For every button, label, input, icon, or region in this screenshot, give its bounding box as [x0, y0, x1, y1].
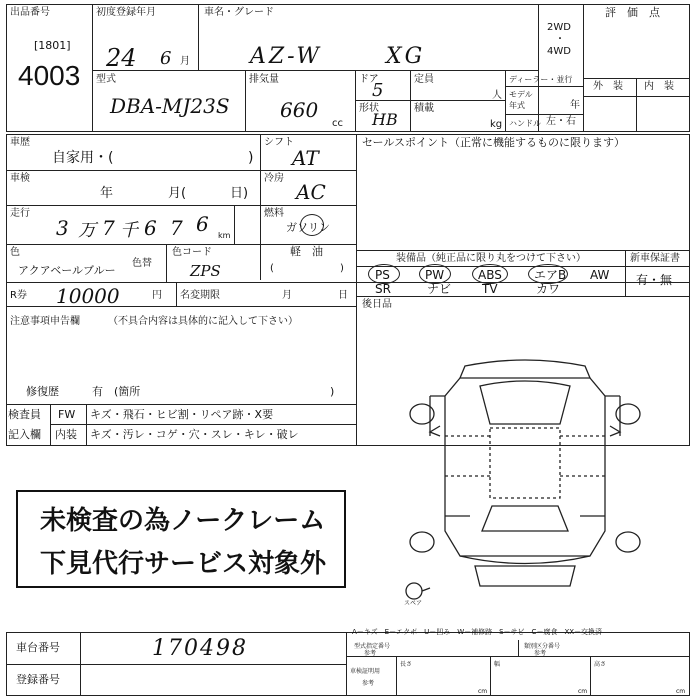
class-label: 類別区分番号 [524, 643, 561, 650]
equip-abs: ABS [478, 268, 502, 282]
lot-label: 出品番号 [10, 7, 50, 18]
repair-value: 有 [92, 385, 103, 398]
lot-number: 4003 [18, 60, 81, 91]
drive-2wd: 2WD [547, 22, 571, 33]
disp-label: 排気量 [249, 74, 279, 85]
notes-sub: （不具合内容は具体的に記入して下さい） [108, 316, 298, 327]
equip-ps: PS [375, 268, 390, 282]
drive-dot: ・ [555, 34, 565, 45]
history-label: 車歴 [10, 137, 30, 148]
door-value: 5 [372, 80, 384, 101]
equip-sr: SR [375, 282, 391, 296]
width-label: 幅 [494, 661, 501, 668]
equip-tv: TV [482, 282, 498, 296]
class-sub: 参考 [534, 650, 547, 657]
car-name: AZ-W [250, 44, 323, 69]
reg-no-label: 登録番号 [16, 673, 60, 686]
cert-sub: 参考 [362, 680, 375, 687]
repair-paren: (箇所 [114, 385, 141, 398]
equip-navi: ナビ [427, 282, 452, 296]
load-unit: kg [490, 119, 503, 130]
mileage-label: 走行 [10, 208, 30, 219]
color-label: 色 [10, 247, 20, 258]
exterior-label: 外 装 [593, 81, 623, 92]
equip-ps-circle [368, 264, 400, 284]
notice-line-2: 下見代行サービス対象外 [40, 548, 327, 578]
height-label: 高さ [594, 661, 607, 668]
notice-line-1: 未検査の為ノークレーム [40, 505, 326, 535]
equip-aw: AW [590, 268, 610, 282]
disp-unit: cc [332, 118, 343, 129]
width-cm: cm [578, 688, 588, 695]
color-code-value: ZPS [190, 262, 221, 280]
equip-pw: PW [425, 268, 445, 282]
inspection-day: 日) [230, 186, 249, 201]
type-cert-sub: 参考 [364, 650, 377, 657]
history-value: 自家用・( [52, 150, 114, 166]
model-year-label2: 年式 [509, 101, 525, 110]
equip-airbag: エアB [534, 268, 567, 282]
car-grade: XG [386, 44, 426, 69]
aftermarket-label: 後日品 [362, 299, 392, 310]
name-label: 車名・グレード [204, 7, 274, 18]
r-label: R券 [10, 290, 27, 301]
fw-text: キズ・飛石・ヒビ割・リペア跡・X要 [90, 408, 274, 421]
equip-leather: カワ [536, 282, 561, 296]
mileage-digit-2: 万 [78, 220, 96, 241]
inspector-label-1: 検査員 [8, 408, 41, 421]
sales-point-label: セールスポイント（正常に機能するものに限ります） [362, 136, 626, 149]
fuel-diesel: 軽 油 [290, 245, 323, 258]
length-label: 長さ [400, 661, 413, 668]
notes-label: 注意事項申告欄 [10, 316, 80, 327]
equip-abs-circle [472, 264, 508, 284]
fw-label: FW [58, 408, 76, 421]
fuel-gas: ガソリン [286, 221, 330, 234]
shape-label: 形状 [359, 103, 379, 114]
car-damage-diagram [400, 356, 650, 616]
height-cm: cm [676, 688, 686, 695]
length-cm: cm [478, 688, 488, 695]
lot-code: [1801] [34, 39, 71, 52]
model-year-label: モデル [509, 90, 533, 99]
shift-label: シフト [264, 137, 294, 148]
shift-value: AT [292, 146, 319, 170]
chassis-value: 170498 [152, 636, 248, 661]
month-unit: 月 [180, 56, 190, 67]
name-change-label: 名変期限 [180, 290, 220, 301]
chassis-label: 車台番号 [16, 641, 60, 654]
inspection-year: 年 [100, 186, 114, 201]
equip-label: 装備品（純正品に限り丸をつけて下さい） [396, 253, 586, 264]
warranty-value: 有・無 [636, 273, 673, 287]
fuel-label: 燃料 [264, 208, 284, 219]
mileage-digit-4: 千 [120, 220, 138, 241]
warranty-label: 新車保証書 [630, 253, 680, 264]
color-value: アクアベールブルー [18, 264, 116, 277]
damage-legend: A－キズ E－エクボ U－凹み W－補修跡 S－サビ C－腐食 XX－交換済 [352, 628, 603, 636]
color-code-label: 色コード [172, 247, 212, 258]
model-year-unit: 年 [570, 100, 580, 111]
repair-label: 修復歴 [26, 385, 59, 398]
disp-value: 660 [280, 98, 319, 122]
model-value: DBA-MJ23S [110, 94, 230, 118]
fuel-paren-close: ) [340, 263, 344, 274]
name-change-day: 日 [338, 290, 348, 301]
reg-year: 24 [106, 44, 137, 72]
mileage-digit-3: 7 [102, 216, 115, 240]
interior-row-label: 内装 [55, 428, 77, 441]
mileage-digit-7: 6 [196, 212, 209, 236]
handle-value: 左・右 [546, 116, 576, 127]
interior-text: キズ・汚レ・コゲ・穴・スレ・キレ・破レ [90, 428, 299, 441]
equip-pw-circle [419, 264, 451, 284]
reg-month: 6 [160, 48, 172, 69]
r-unit: 円 [152, 290, 162, 301]
eval-label: 評 価 点 [605, 6, 660, 19]
name-change-month: 月 [282, 290, 292, 301]
capacity-unit: 人 [492, 90, 502, 101]
capacity-label: 定員 [414, 74, 434, 85]
repair-close: ) [330, 385, 335, 398]
inspection-month: 月( [168, 186, 187, 201]
ac-value: AC [296, 180, 326, 204]
r-value: 10000 [56, 284, 120, 308]
ac-label: 冷房 [264, 173, 284, 184]
mileage-unit: km [218, 231, 231, 240]
equip-airbag-circle [528, 264, 568, 284]
shape-value: HB [372, 110, 398, 129]
fuel-paren-open: ( [270, 263, 274, 274]
type-cert-label: 型式指定番号 [354, 643, 391, 650]
mileage-digit-1: 3 [56, 216, 69, 240]
interior-label: 内 装 [644, 81, 674, 92]
model-label: 型式 [96, 74, 116, 85]
reg-label: 初度登録年月 [96, 7, 156, 18]
inspection-label: 車検 [10, 173, 30, 184]
color-change-label: 色替 [132, 258, 152, 269]
cert-label: 車検証明用 [350, 668, 381, 675]
dealer-label: ディーラー・並行 [509, 75, 573, 84]
spare-label: スペア [404, 600, 423, 607]
load-label: 積載 [414, 103, 434, 114]
door-label: ドア [359, 74, 379, 85]
drive-4wd: 4WD [547, 46, 571, 57]
mileage-digit-5: 6 [144, 216, 157, 240]
history-close: ) [248, 150, 254, 166]
mileage-digit-6: 7 [170, 216, 183, 240]
inspector-label-2: 記入欄 [8, 428, 41, 441]
handle-label: ハンドル [509, 119, 541, 128]
